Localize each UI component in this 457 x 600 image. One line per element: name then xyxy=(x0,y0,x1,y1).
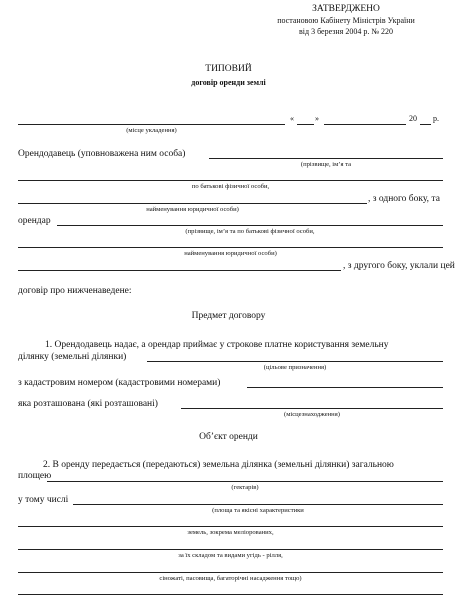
one-side-text: , з одного боку, та xyxy=(368,194,440,204)
doc-subtitle: договір оренди землі xyxy=(191,78,266,87)
section1-heading: Предмет договору xyxy=(191,311,266,321)
land-line4[interactable] xyxy=(18,594,443,595)
legal-entity-hint2: найменування юридичної особи) xyxy=(184,250,277,257)
place-label: (місце укладення) xyxy=(126,127,177,134)
purpose-line[interactable] xyxy=(147,361,443,362)
lessor-line3[interactable] xyxy=(18,203,367,204)
p2-line1: 2. В оренду передається (передаються) земельна ділянка (земельні ділянки) загальною xyxy=(43,460,394,470)
p1-line2: ділянку (земельні ділянки) xyxy=(18,352,127,362)
other-side-text: , з другого боку, уклали цей xyxy=(343,261,455,271)
quote-close: » xyxy=(315,114,319,123)
hint-d: сіножаті, пасовища, багаторічні насадження тощо) xyxy=(159,575,302,582)
lessor-line[interactable] xyxy=(209,158,443,159)
agreement-text: договір про нижченаведене: xyxy=(18,286,132,296)
lessee-label: орендар xyxy=(18,216,51,226)
hint-c: за їх складом та видами угідь - рілля, xyxy=(178,552,283,559)
lessor-line2[interactable] xyxy=(18,180,443,181)
place-line[interactable] xyxy=(18,124,285,125)
lessee-line2[interactable] xyxy=(18,247,443,248)
lessor-label: Орендодавець (уповноважена ним особа) xyxy=(18,149,186,159)
day-line[interactable] xyxy=(297,124,314,125)
year-line[interactable] xyxy=(420,124,431,125)
area-word: площею xyxy=(18,471,52,481)
legal-entity-hint1: найменування юридичної особи) xyxy=(146,206,239,213)
cadastral-label: з кадастровим номером (кадастровими номерами) xyxy=(18,378,221,388)
p1-line1: 1. Орендодавець надає, а орендар приймає у строкове платне користування земельну xyxy=(45,340,389,350)
approval-title: ЗАТВЕРДЖЕНО xyxy=(312,4,380,14)
purpose-hint: (цільове призначення) xyxy=(263,364,327,371)
year-prefix: 20 xyxy=(409,114,417,123)
hectares-hint: (гектарів) xyxy=(231,484,259,491)
land-line3[interactable] xyxy=(18,572,443,573)
lessee-line3[interactable] xyxy=(18,270,341,271)
month-line[interactable] xyxy=(324,124,406,125)
cadastral-line[interactable] xyxy=(247,387,443,388)
including-line[interactable] xyxy=(73,504,443,505)
located-label: яка розташована (які розташовані) xyxy=(18,399,158,409)
land-line1[interactable] xyxy=(18,526,443,527)
hint-a: (площа та якісні характеристики xyxy=(212,507,304,514)
lessor-hint2: по батькові фізичної особи, xyxy=(191,183,270,190)
quote-open: « xyxy=(290,114,294,123)
land-line2[interactable] xyxy=(18,549,443,550)
including-label: у тому числі xyxy=(18,495,69,505)
section2-heading: Об’єкт оренди xyxy=(199,432,258,442)
hint-b: земель, зокрема меліорованих, xyxy=(187,529,274,536)
year-suffix: р. xyxy=(433,114,439,123)
approval-line2: від 3 березня 2004 р. № 220 xyxy=(299,27,393,36)
doc-title: ТИПОВИЙ xyxy=(205,64,252,74)
area-line[interactable] xyxy=(47,481,443,482)
lessee-hint1: (прізвище, ім’я та по батькові фізичної особи, xyxy=(185,228,315,235)
location-hint: (місцезнаходження) xyxy=(284,411,340,418)
lessor-hint1: (прізвище, ім’я та xyxy=(300,161,352,168)
approval-line1: постановою Кабінету Міністрів України xyxy=(277,16,415,25)
lessee-line[interactable] xyxy=(57,225,443,226)
location-line[interactable] xyxy=(181,408,443,409)
